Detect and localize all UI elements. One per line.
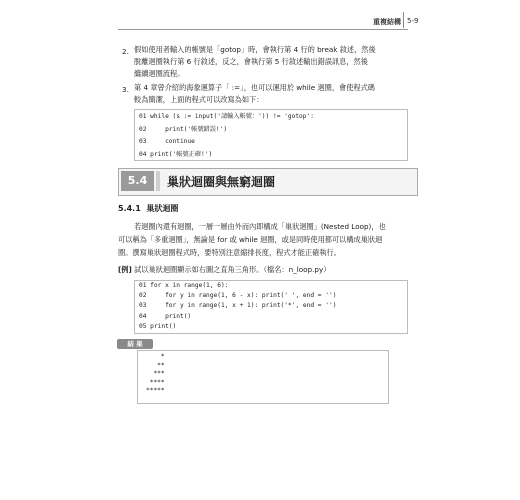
output-line: **: [146, 361, 165, 369]
list-item-number: 3.: [122, 85, 129, 94]
code-line: 02 print('帳號錯誤!'): [139, 125, 228, 133]
result-label: 結 果: [117, 339, 153, 349]
example-tag: [例]: [118, 265, 132, 274]
code-line: 03 continue: [139, 138, 195, 145]
code-line: 04 print(): [139, 312, 192, 320]
section-divider: [156, 171, 160, 191]
subsection-heading: [118, 203, 178, 214]
list-item-text-line: 第 4 章曾介紹的海象運算子「 :=」，也可以運用於 while 迴圈，會使程式碼: [134, 83, 375, 92]
list-item-text-line: 脫離迴圈執行第 6 行敘述，反之，會執行第 5 行敘述輸出錯誤訊息，然後: [134, 57, 368, 66]
list-item-text-line: 較為簡潔，上面的程式可以改寫為如下：: [134, 95, 264, 104]
example-line: [118, 264, 330, 276]
subsection-title: 巢狀迴圈: [146, 204, 179, 213]
header-rule: [118, 29, 408, 30]
page-number: 5-9: [407, 17, 419, 25]
paragraph-line: 若迴圈內還有迴圈，一層一層由外而內即構成「巢狀迴圈」(Nested Loop)，也: [134, 222, 386, 231]
output-line: *: [146, 353, 165, 360]
code-line: 01 for x in range(1, 6):: [139, 282, 229, 289]
code-line: 02 for y in range(1, 6 - x): print(' ', end = ''): [139, 292, 337, 300]
output-line: ****: [146, 378, 165, 386]
code-line: 04 print('帳號正確!'): [139, 150, 213, 158]
code-line: 05 print(): [139, 322, 177, 330]
list-item-number: 2.: [122, 47, 129, 56]
code-block: [134, 109, 408, 161]
output-line: *****: [146, 387, 165, 394]
header-divider: [403, 12, 404, 28]
running-header-title: 重複結構: [373, 18, 401, 26]
list-item-text-line: 繼續迴圈流程。: [134, 69, 185, 78]
code-line: 01 while (s := input('請輸入帳號：')) != 'gotop':: [139, 113, 314, 120]
example-text: 試以巢狀迴圈顯示如右圖之直角三角形。（檔名：n_loop.py）: [134, 265, 331, 274]
code-line: 03 for y in range(1, x + 1): print('*', end = ''): [139, 302, 337, 310]
subsection-number: 5.4.1: [118, 204, 141, 213]
section-number: 5.4: [121, 171, 154, 191]
list-item-text-line: 假如使用者輸入的帳號是「gotop」時，會執行第 4 行的 break 敘述，然後: [134, 45, 376, 54]
result-output-box: [137, 350, 389, 404]
section-title: 巢狀迴圈與無窮迴圈: [167, 175, 276, 189]
output-line: ***: [146, 370, 165, 377]
paragraph-line: 圈。撰寫巢狀迴圈程式時，要特別注意縮排長度，程式才能正確執行。: [118, 248, 341, 257]
paragraph-line: 可以稱為「多重迴圈」，無論是 for 或 while 迴圈，或是同時使用都可以構成巢狀迴: [118, 235, 383, 244]
code-block: [134, 280, 408, 334]
